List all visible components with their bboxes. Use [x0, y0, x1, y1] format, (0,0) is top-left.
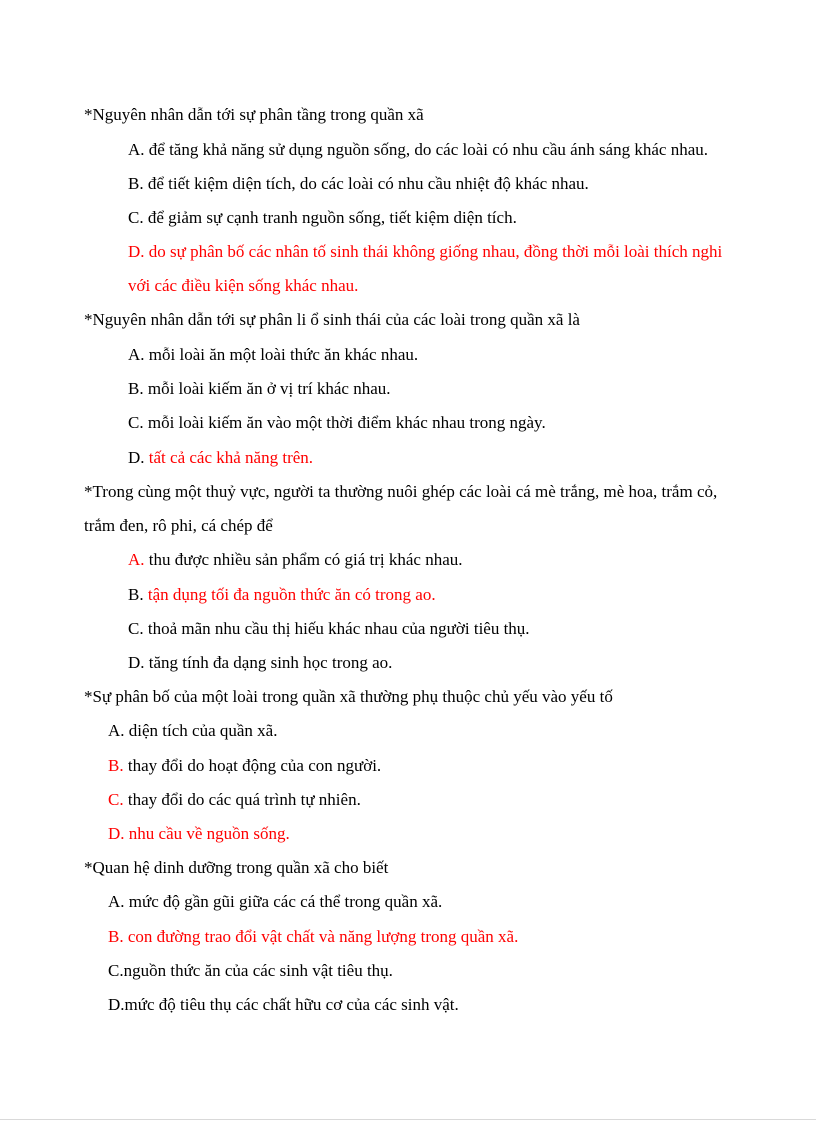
question-4-stem: *Sự phân bố của một loài trong quần xã thường phụ thuộc chủ yếu vào yếu tố	[84, 687, 613, 706]
option-letter: C.	[108, 961, 124, 980]
question-3-option-d	[128, 652, 392, 674]
option-letter: D.	[108, 995, 125, 1014]
question-5-option-d	[108, 994, 459, 1016]
option-letter: D.	[108, 824, 125, 843]
option-letter: A.	[108, 721, 125, 740]
question-1-option-d	[128, 241, 722, 263]
question-1-option-b	[128, 173, 589, 195]
option-text: để tăng khả năng sử dụng nguồn sống, do các loài có nhu cầu ánh sáng khác nhau.	[148, 140, 708, 159]
option-letter: B.	[128, 379, 144, 398]
option-text: thoả mãn nhu cầu thị hiếu khác nhau của người tiêu thụ.	[147, 619, 530, 638]
option-text: do sự phân bố các nhân tố sinh thái không giống nhau, đồng thời mỗi loài thích nghi	[148, 242, 723, 261]
option-text: nguồn thức ăn của các sinh vật tiêu thụ.	[123, 961, 393, 980]
option-text: thu được nhiều sản phẩm có giá trị khác nhau.	[148, 550, 463, 569]
option-letter: B.	[108, 756, 124, 775]
question-2-option-d	[128, 447, 313, 469]
question-4-option-c	[108, 789, 361, 811]
option-letter: C.	[128, 413, 144, 432]
question-5-option-b	[108, 926, 518, 948]
question-1-option-a	[128, 139, 708, 161]
option-text: để giảm sự cạnh tranh nguồn sống, tiết kiệm diện tích.	[147, 208, 517, 227]
option-letter: B.	[108, 927, 124, 946]
option-letter: A.	[128, 140, 145, 159]
question-5-option-a	[108, 891, 442, 913]
option-letter: C.	[128, 619, 144, 638]
option-text: thay đổi do hoạt động của con người.	[127, 756, 382, 775]
question-3-stem: *Trong cùng một thuỷ vực, người ta thường nuôi ghép các loài cá mè trắng, mè hoa, trắm cỏ,	[84, 482, 718, 501]
option-text: tăng tính đa dạng sinh học trong ao.	[148, 653, 393, 672]
option-letter: D.	[128, 653, 145, 672]
option-text: mỗi loài ăn một loài thức ăn khác nhau.	[148, 345, 419, 364]
question-2-stem: *Nguyên nhân dẫn tới sự phân li ổ sinh thái của các loài trong quần xã là	[84, 310, 580, 329]
option-letter: A.	[128, 550, 145, 569]
option-text: tận dụng tối đa nguồn thức ăn có trong ao.	[147, 585, 436, 604]
question-2-option-b	[128, 378, 391, 400]
option-letter: A.	[128, 345, 145, 364]
question-3-stem-continued: trắm đen, rô phi, cá chép để	[84, 516, 273, 535]
option-text: mỗi loài kiếm ăn ở vị trí khác nhau.	[147, 379, 391, 398]
question-5-option-c	[108, 960, 393, 982]
question-1-stem: *Nguyên nhân dẫn tới sự phân tầng trong quần xã	[84, 105, 424, 124]
question-4-option-a	[108, 720, 277, 742]
option-text: mỗi loài kiếm ăn vào một thời điểm khác nhau trong ngày.	[147, 413, 546, 432]
question-2-option-c	[128, 412, 546, 434]
option-text: diện tích của quần xã.	[128, 721, 278, 740]
question-5-stem: *Quan hệ dinh dưỡng trong quần xã cho biết	[84, 858, 389, 877]
question-4-option-d	[108, 823, 290, 845]
option-text: mức độ gần gũi giữa các cá thể trong quần xã.	[128, 892, 443, 911]
option-letter: B.	[128, 585, 144, 604]
option-text: tất cả các khả năng trên.	[148, 448, 314, 467]
question-1-option-c	[128, 207, 517, 229]
option-letter: C.	[128, 208, 144, 227]
option-text: để tiết kiệm diện tích, do các loài có nhu cầu nhiệt độ khác nhau.	[147, 174, 589, 193]
question-4-option-b	[108, 755, 381, 777]
option-text: nhu cầu về nguồn sống.	[128, 824, 290, 843]
option-letter: C.	[108, 790, 124, 809]
option-text: mức độ tiêu thụ các chất hữu cơ của các sinh vật.	[124, 995, 459, 1014]
option-text: thay đổi do các quá trình tự nhiên.	[127, 790, 361, 809]
option-letter: D.	[128, 242, 145, 261]
question-1-option-d-continued: với các điều kiện sống khác nhau.	[128, 276, 359, 295]
question-2-option-a	[128, 344, 418, 366]
question-3-option-b	[128, 584, 436, 606]
option-letter: D.	[128, 448, 145, 467]
page-bottom-divider	[0, 1119, 816, 1120]
option-letter: B.	[128, 174, 144, 193]
question-3-option-c	[128, 618, 530, 640]
option-letter: A.	[108, 892, 125, 911]
option-text: con đường trao đổi vật chất và năng lượng trong quần xã.	[127, 927, 519, 946]
question-3-option-a	[128, 549, 463, 571]
